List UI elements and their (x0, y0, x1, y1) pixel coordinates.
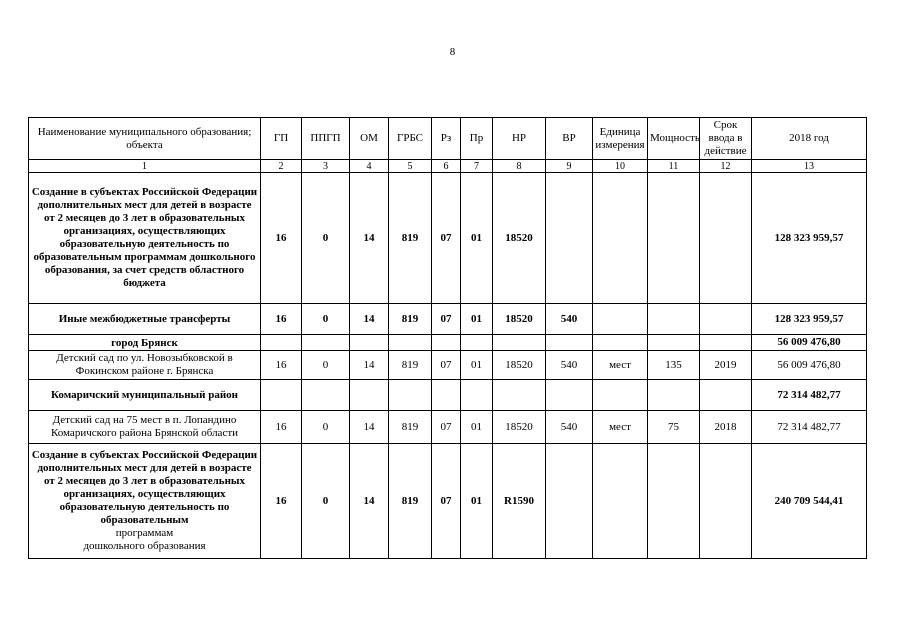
table-row (29, 444, 867, 559)
cell-om: 14 (350, 304, 389, 335)
cell-pr: 01 (461, 304, 493, 335)
column-number: 13 (752, 160, 867, 173)
cell-amount: 72 314 482,77 (752, 380, 867, 411)
cell-pr: 01 (461, 173, 493, 304)
row-name: Детский сад на 75 мест в п. Лопандино Комаричского района Брянской области (29, 411, 261, 444)
header-nr: НР (493, 118, 546, 160)
cell-gp: 16 (261, 304, 302, 335)
column-number: 7 (461, 160, 493, 173)
cell-amount: 240 709 544,41 (752, 444, 867, 559)
cell-nr: 18520 (493, 351, 546, 380)
cell-om: 14 (350, 411, 389, 444)
cell-pgp: 0 (302, 304, 350, 335)
cell-vr (546, 380, 593, 411)
header-om: ОМ (350, 118, 389, 160)
cell-gp: 16 (261, 173, 302, 304)
cell-om (350, 380, 389, 411)
cell-amount: 72 314 482,77 (752, 411, 867, 444)
cell-gp (261, 335, 302, 351)
cell-rz: 07 (432, 444, 461, 559)
column-number: 4 (350, 160, 389, 173)
cell-capacity (648, 380, 700, 411)
table-row (29, 411, 867, 444)
cell-om: 14 (350, 351, 389, 380)
cell-term: 2018 (700, 411, 752, 444)
cell-grbs (389, 380, 432, 411)
column-number: 12 (700, 160, 752, 173)
row-name: город Брянск (29, 335, 261, 351)
header-pr: Пр (461, 118, 493, 160)
cell-amount: 128 323 959,57 (752, 173, 867, 304)
cell-vr: 540 (546, 351, 593, 380)
cell-vr (546, 444, 593, 559)
row-name (29, 444, 261, 559)
cell-capacity: 75 (648, 411, 700, 444)
column-number: 8 (493, 160, 546, 173)
header-vr: ВР (546, 118, 593, 160)
cell-vr (546, 173, 593, 304)
cell-rz: 07 (432, 411, 461, 444)
cell-nr: 18520 (493, 411, 546, 444)
cell-rz (432, 380, 461, 411)
cell-unit: мест (593, 351, 648, 380)
cell-nr (493, 380, 546, 411)
table-row (29, 173, 867, 304)
cell-capacity (648, 444, 700, 559)
cell-term (700, 444, 752, 559)
cell-term: 2019 (700, 351, 752, 380)
header-term: Срок ввода в действие (700, 118, 752, 160)
row-name-line2: программам (115, 527, 174, 539)
row-name-line3: дошкольного образования (83, 540, 206, 552)
cell-pr (461, 380, 493, 411)
column-number: 3 (302, 160, 350, 173)
cell-unit (593, 173, 648, 304)
cell-grbs: 819 (389, 444, 432, 559)
cell-pr (461, 335, 493, 351)
cell-pgp: 0 (302, 173, 350, 304)
header-gp: ГП (261, 118, 302, 160)
cell-grbs: 819 (389, 173, 432, 304)
cell-nr: 18520 (493, 304, 546, 335)
cell-unit (593, 335, 648, 351)
header-rz: Рз (432, 118, 461, 160)
budget-table (28, 117, 867, 559)
header-unit: Единица измерения (593, 118, 648, 160)
column-number: 1 (29, 160, 261, 173)
cell-amount: 56 009 476,80 (752, 351, 867, 380)
row-name: Детский сад по ул. Новозыбковской в Фокинском районе г. Брянска (29, 351, 261, 380)
cell-rz: 07 (432, 304, 461, 335)
cell-gp (261, 380, 302, 411)
header-pgp: ППГП (302, 118, 350, 160)
cell-capacity: 135 (648, 351, 700, 380)
cell-rz (432, 335, 461, 351)
cell-unit (593, 380, 648, 411)
column-number-row (29, 160, 867, 173)
cell-term (700, 173, 752, 304)
table-row (29, 304, 867, 335)
cell-term (700, 380, 752, 411)
cell-unit (593, 444, 648, 559)
cell-pr: 01 (461, 351, 493, 380)
cell-amount: 56 009 476,80 (752, 335, 867, 351)
cell-nr: 18520 (493, 173, 546, 304)
column-number: 10 (593, 160, 648, 173)
cell-grbs: 819 (389, 351, 432, 380)
row-name: Создание в субъектах Российской Федерации дополнительных мест для детей в возрасте от 2 месяцев до 3 лет в образовательных организациях, осуществляющих образовательную деятельность по образовательным программам дошкольного образования, за счет средств областного бюджета (29, 173, 261, 304)
column-number: 11 (648, 160, 700, 173)
cell-gp: 16 (261, 444, 302, 559)
cell-gp: 16 (261, 411, 302, 444)
header-year-2018: 2018 год (752, 118, 867, 160)
cell-pgp (302, 380, 350, 411)
cell-term (700, 304, 752, 335)
header-capacity: Мощность (648, 118, 700, 160)
row-name: Комаричский муниципальный район (29, 380, 261, 411)
cell-pgp: 0 (302, 444, 350, 559)
cell-term (700, 335, 752, 351)
row-name-line1: Создание в субъектах Российской Федерации дополнительных мест для детей в возрасте от 2 месяцев до 3 лет в образовательных организациях, осуществляющих образовательную деятельность по образовательным (31, 449, 258, 526)
header-grbs: ГРБС (389, 118, 432, 160)
cell-pr: 01 (461, 411, 493, 444)
cell-unit (593, 304, 648, 335)
cell-om: 14 (350, 173, 389, 304)
cell-grbs: 819 (389, 304, 432, 335)
cell-nr: R1590 (493, 444, 546, 559)
cell-om: 14 (350, 444, 389, 559)
page-number: 8 (449, 46, 456, 58)
cell-amount: 128 323 959,57 (752, 304, 867, 335)
cell-grbs (389, 335, 432, 351)
cell-capacity (648, 173, 700, 304)
cell-vr (546, 335, 593, 351)
cell-vr: 540 (546, 411, 593, 444)
column-number: 6 (432, 160, 461, 173)
cell-unit: мест (593, 411, 648, 444)
cell-rz: 07 (432, 173, 461, 304)
cell-capacity (648, 304, 700, 335)
table-row (29, 351, 867, 380)
cell-pgp: 0 (302, 351, 350, 380)
column-number: 5 (389, 160, 432, 173)
cell-vr: 540 (546, 304, 593, 335)
cell-pgp (302, 335, 350, 351)
cell-pr: 01 (461, 444, 493, 559)
cell-pgp: 0 (302, 411, 350, 444)
cell-om (350, 335, 389, 351)
cell-nr (493, 335, 546, 351)
cell-grbs: 819 (389, 411, 432, 444)
header-name: Наименование муниципального образования; объекта (29, 118, 261, 160)
cell-gp: 16 (261, 351, 302, 380)
column-number: 9 (546, 160, 593, 173)
table-row (29, 380, 867, 411)
cell-rz: 07 (432, 351, 461, 380)
header-row (29, 118, 867, 160)
row-name: Иные межбюджетные трансферты (29, 304, 261, 335)
cell-capacity (648, 335, 700, 351)
table-row (29, 335, 867, 351)
column-number: 2 (261, 160, 302, 173)
